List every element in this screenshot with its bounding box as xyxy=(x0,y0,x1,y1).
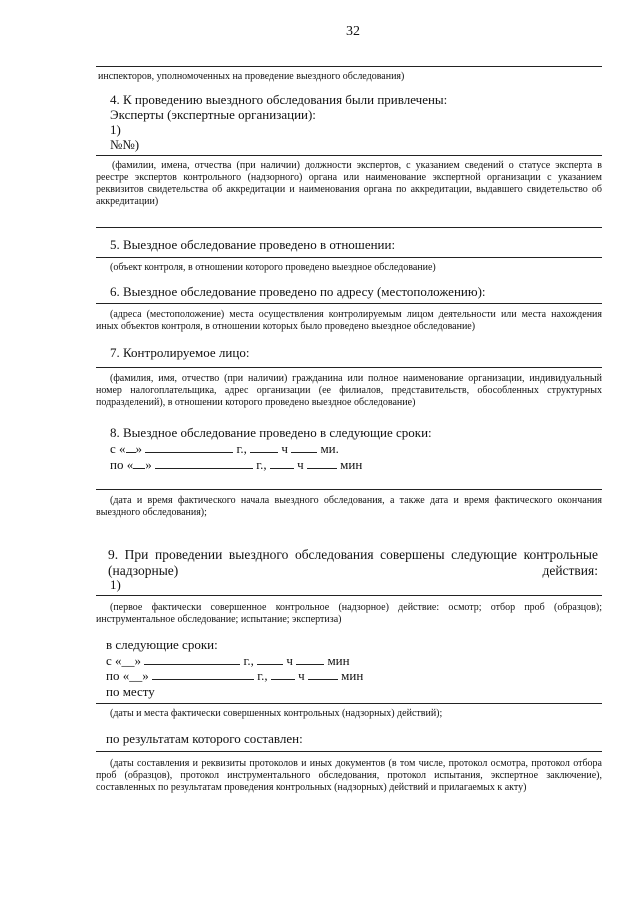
divider xyxy=(96,257,602,258)
section-4-heading: 4. К проведению выездного обследования были привлечены: xyxy=(110,92,448,107)
divider xyxy=(96,227,602,228)
section-9-end-line: по «__» г., ч мин xyxy=(106,668,364,683)
section-9-note-places: (даты и места фактически совершенных контрольных (надзорных) действий); xyxy=(110,708,443,719)
page-number: 32 xyxy=(346,24,360,39)
section-4-note: (фамилии, имена, отчества (при наличии) должности экспертов, с указанием сведений о статусе эксперта в реестре экспертов контрольного (надзорного) органа или наименование экспертной организации с указанием реквизитов свидетельства об аккредитации и наименования органа по аккредитации, выдавшего свидетельство об аккредитации) xyxy=(96,160,602,207)
divider xyxy=(96,303,602,304)
section-8-start-line: с « » г., ч ми. xyxy=(110,441,339,456)
section-6-note: (адреса (местоположение) места осуществления контролируемым лицом деятельности или места нахождения иных объектов контроля, в отношении которых было проведено выездное обследование) xyxy=(96,309,602,332)
divider xyxy=(96,751,602,752)
divider xyxy=(96,703,602,704)
divider xyxy=(96,367,602,368)
section-8-heading: 8. Выездное обследование проведено в следующие сроки: xyxy=(110,425,432,440)
section-6-heading: 6. Выездное обследование проведено по адресу (местоположению): xyxy=(110,284,486,299)
results-label: по результатам которого составлен: xyxy=(106,731,303,746)
section-5-heading: 5. Выездное обследование проведено в отношении: xyxy=(110,237,396,252)
divider xyxy=(96,489,602,490)
experts-item-numbers: №№) xyxy=(110,137,140,152)
section-8-end-line: по « » г., ч мин xyxy=(110,457,363,472)
divider xyxy=(96,595,602,596)
place-label: по месту xyxy=(106,684,155,699)
section-9-start-line: с «__» г., ч мин xyxy=(106,653,350,668)
experts-label: Эксперты (экспертные организации): xyxy=(110,107,316,122)
section-9-note-actions: (первое фактически совершенное контрольное (надзорное) действие: осмотр; отбор проб (образцов); инструментальное обследование; испытание; экспертиза) xyxy=(96,602,602,625)
divider xyxy=(96,66,602,67)
experts-item-1: 1) xyxy=(110,122,121,137)
section-9-heading: 9. При проведении выездного обследования совершены следующие контрольные (надзорные) действия: xyxy=(108,547,598,578)
section-7-heading: 7. Контролируемое лицо: xyxy=(110,345,250,360)
divider xyxy=(96,155,602,156)
section-5-note: (объект контроля, в отношении которого проведено выездное обследование) xyxy=(110,262,436,273)
section-7-note: (фамилия, имя, отчество (при наличии) гражданина или полное наименование организации, индивидуальный номер налогоплательщика, адрес организации (ее филиалов, представительств, обособленных структурных подразделений), в отношении которого проведено выездное обследование) xyxy=(96,373,602,408)
section-9-note-documents: (даты составления и реквизиты протоколов и иных документов (в том числе, протокол осмотра, протокол отбора проб (образцов), протокол инструментального обследования, протокол испытания, экспертное заключение), составленных по результатам проведения контрольных (надзорных) действий и прилагаемых к акту) xyxy=(96,758,602,793)
terms-label: в следующие сроки: xyxy=(106,637,218,652)
actions-item-1: 1) xyxy=(110,577,121,592)
inspectors-line: инспекторов, уполномоченных на проведение выездного обследования) xyxy=(98,71,405,82)
section-8-note: (дата и время фактического начала выездного обследования, а также дата и время фактического окончания выездного обследования); xyxy=(96,495,602,518)
